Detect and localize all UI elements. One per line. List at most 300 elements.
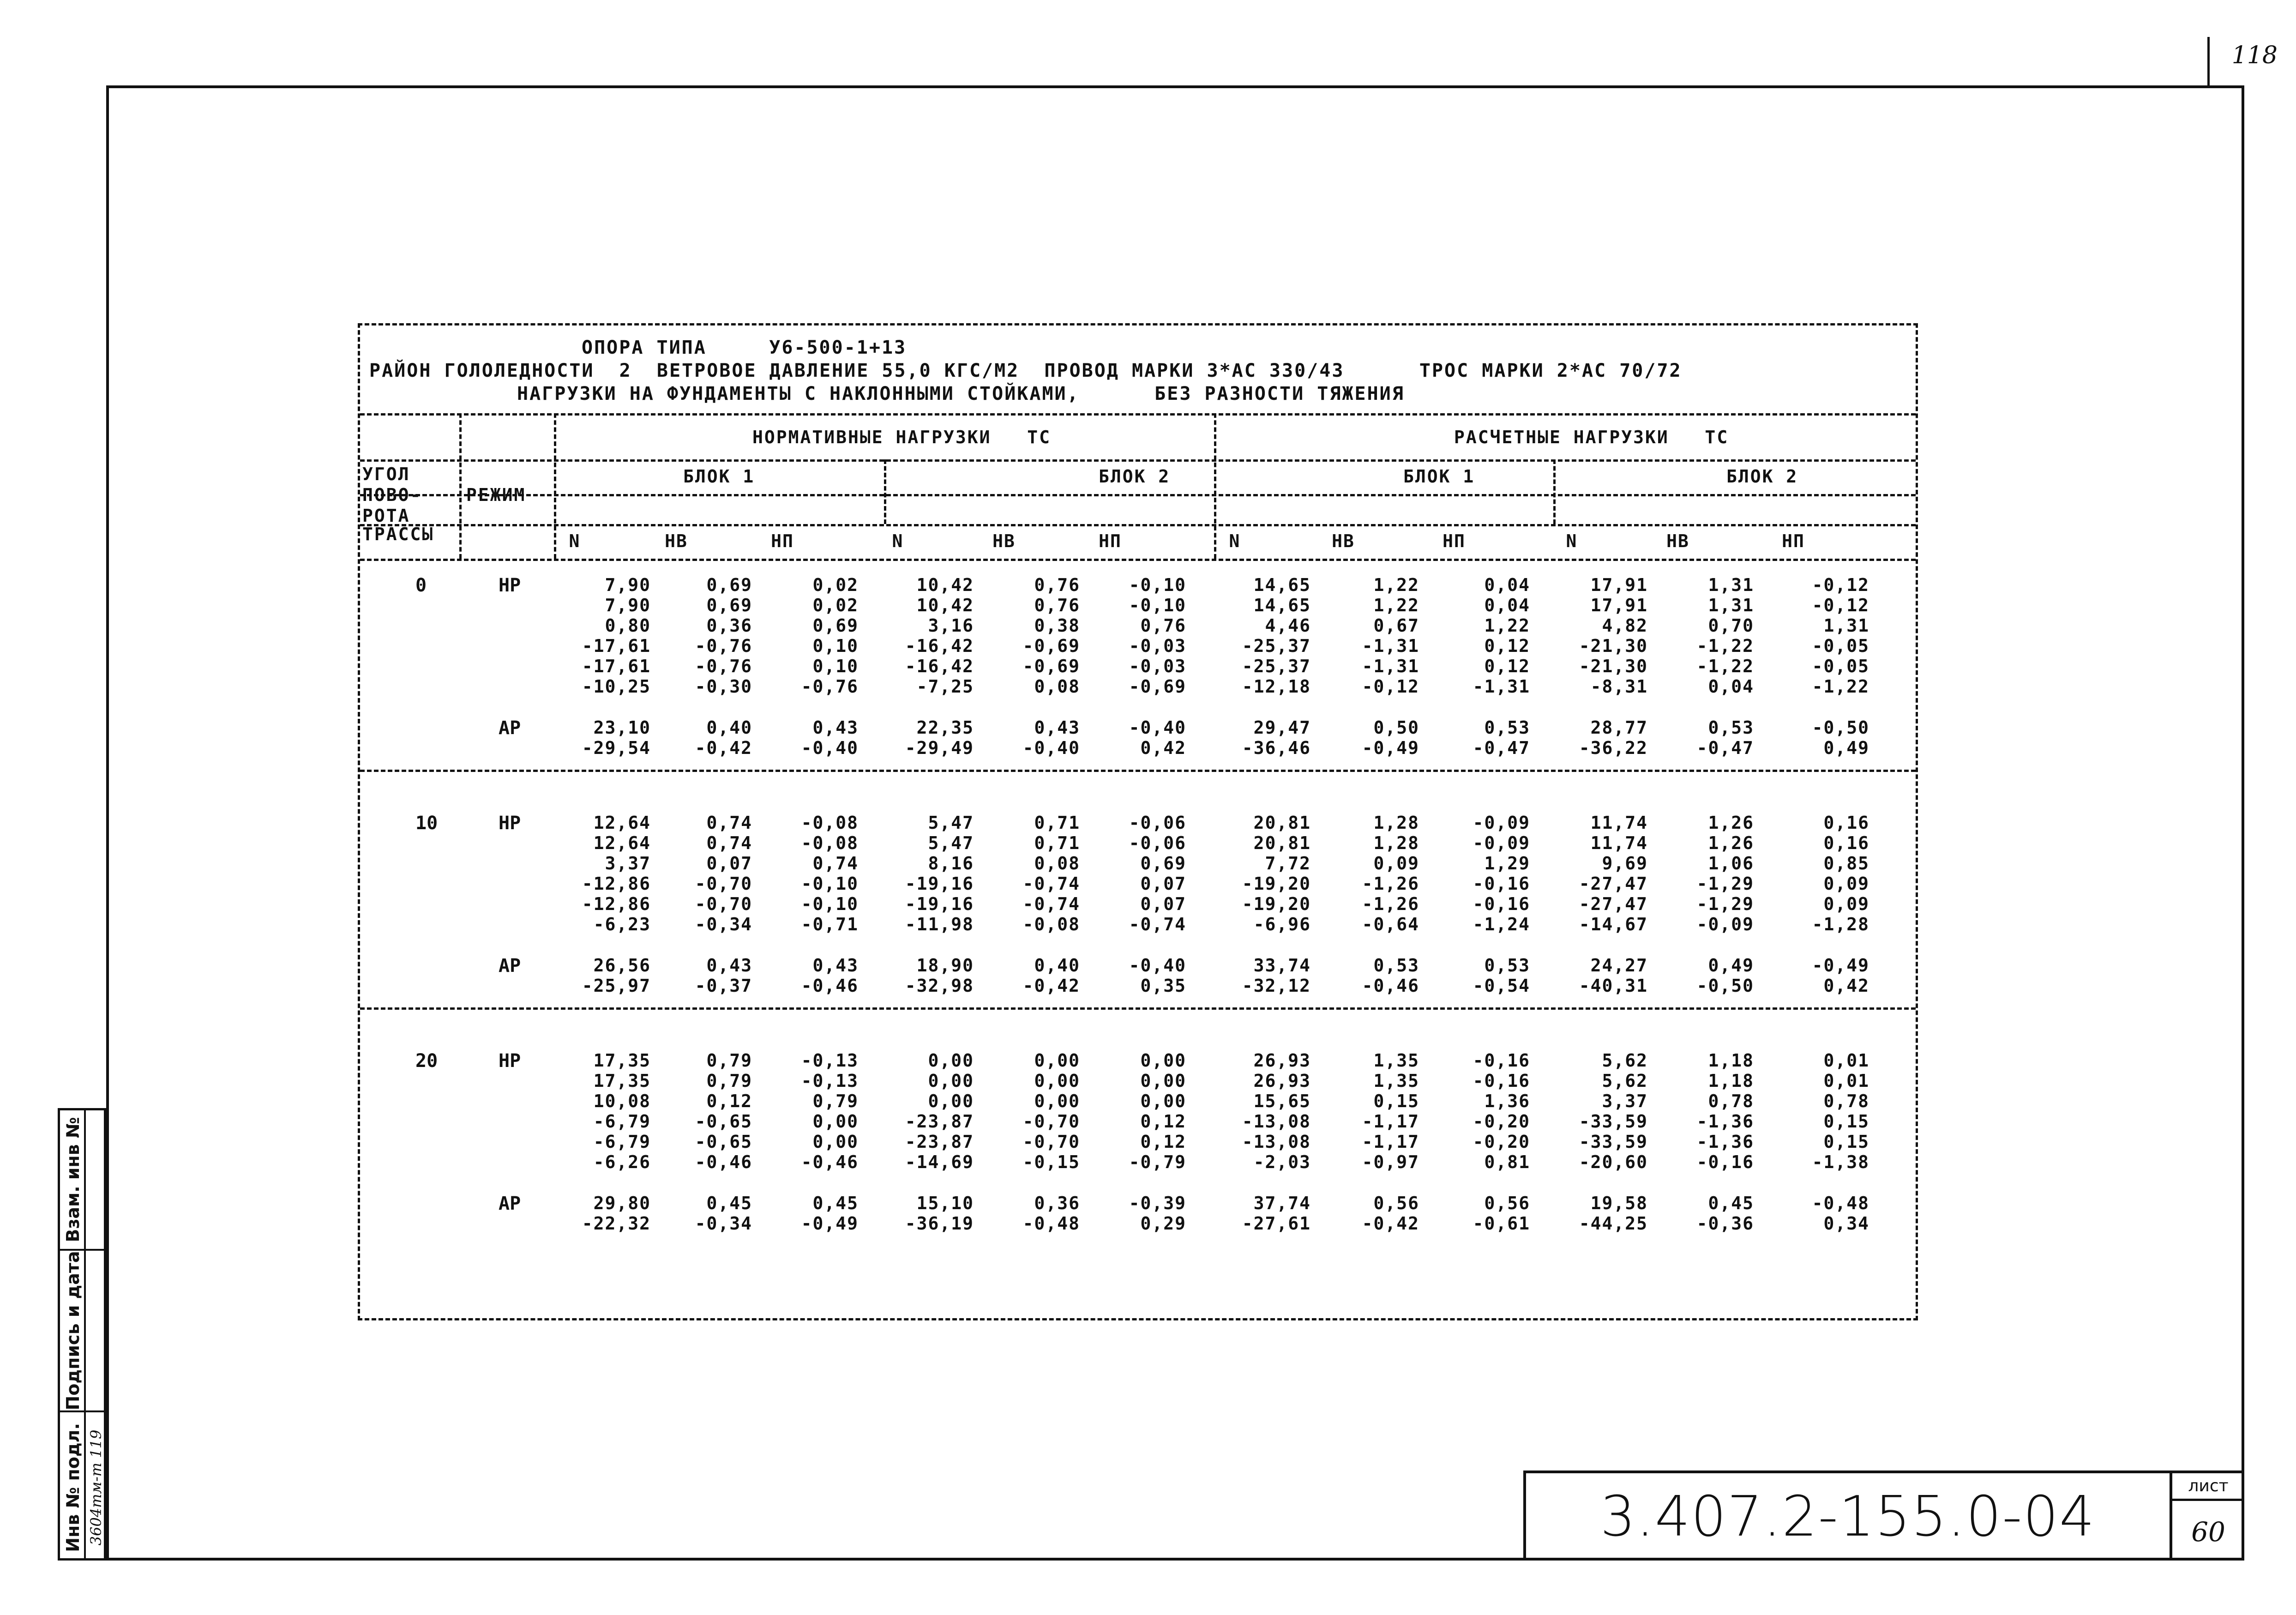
table-cell: 0,74: [706, 833, 752, 853]
table-cell: -0,10: [801, 874, 859, 894]
table-cell: -0,47: [1696, 738, 1754, 758]
table-cell: 0,71: [1034, 813, 1080, 833]
table-cell: -0,06: [1129, 813, 1186, 833]
table-cell: 0,04: [1484, 575, 1530, 595]
table-cell: -0,16: [1473, 1050, 1530, 1071]
sub-header-cell: N: [569, 531, 581, 551]
col-sep: [884, 459, 886, 524]
table-cell: -12,86: [582, 874, 651, 894]
table-cell: 12,64: [593, 813, 651, 833]
table-cell: -25,97: [582, 976, 651, 996]
table-cell: 17,91: [1590, 575, 1648, 595]
table-cell: 1,18: [1708, 1050, 1754, 1071]
col-norm-block2: БЛОК 2: [1099, 466, 1171, 487]
table-cell: -0,79: [1129, 1152, 1186, 1172]
table-cell: -0,76: [695, 636, 752, 656]
table-cell: -2,03: [1253, 1152, 1311, 1172]
table-cell: 1,22: [1373, 595, 1419, 615]
table-cell: -29,54: [582, 738, 651, 758]
document-code: 3.407.2-155.0-04: [1523, 1470, 2170, 1561]
group-separator: [360, 1007, 1916, 1010]
table-cell: 0,15: [1373, 1091, 1419, 1111]
table-cell: 22,35: [916, 717, 974, 738]
table-cell: -44,25: [1579, 1213, 1648, 1234]
col-normative: НОРМАТИВНЫЕ НАГРУЗКИ ТС: [752, 427, 1051, 447]
table-cell: -1,28: [1812, 914, 1869, 934]
table-cell: -12,86: [582, 894, 651, 914]
table-cell: 19,58: [1590, 1193, 1648, 1213]
col-norm-block1: БЛОК 1: [683, 466, 755, 487]
table-cell: 0,08: [1034, 853, 1080, 874]
table-cell: -0,12: [1812, 595, 1869, 615]
table-cell: 0,76: [1034, 575, 1080, 595]
mode-np-label: НР: [499, 813, 521, 834]
table-cell: -0,47: [1473, 738, 1530, 758]
table-cell: 0,69: [812, 615, 859, 636]
table-cell: -1,24: [1473, 914, 1530, 934]
table-cell: 1,31: [1823, 615, 1869, 636]
loads-table: [358, 323, 1918, 1320]
table-cell: -29,49: [905, 738, 974, 758]
table-cell: -19,20: [1242, 894, 1311, 914]
table-cell: 14,65: [1253, 595, 1311, 615]
table-cell: 0,00: [928, 1071, 974, 1091]
table-cell: -1,31: [1473, 676, 1530, 697]
rule: [360, 459, 1916, 462]
table-cell: 0,00: [928, 1091, 974, 1111]
table-cell: 0,69: [706, 595, 752, 615]
table-cell: -0,42: [1022, 976, 1080, 996]
table-cell: -0,16: [1473, 1071, 1530, 1091]
side-col2-label: Подпись и дата: [63, 1251, 83, 1410]
col-calc-block1: БЛОК 1: [1403, 466, 1475, 487]
table-cell: 0,09: [1823, 894, 1869, 914]
table-cell: -0,65: [695, 1111, 752, 1132]
table-cell: 5,62: [1602, 1050, 1648, 1071]
table-cell: -0,39: [1129, 1193, 1186, 1213]
table-cell: -1,22: [1696, 656, 1754, 676]
table-cell: 0,08: [1034, 676, 1080, 697]
table-cell: -1,31: [1362, 656, 1419, 676]
table-cell: 26,56: [593, 955, 651, 976]
table-cell: 0,07: [1140, 874, 1186, 894]
table-cell: 0,12: [706, 1091, 752, 1111]
table-cell: 0,49: [1708, 955, 1754, 976]
angle-value: 10: [415, 813, 438, 834]
table-cell: 0,76: [1034, 595, 1080, 615]
table-cell: -0,16: [1696, 1152, 1754, 1172]
table-cell: -0,40: [1129, 955, 1186, 976]
table-cell: -0,54: [1473, 976, 1530, 996]
side-cell-1: [60, 1110, 104, 1249]
group-separator: [360, 770, 1916, 772]
table-cell: -10,25: [582, 676, 651, 697]
table-cell: -1,26: [1362, 874, 1419, 894]
table-cell: -0,40: [1129, 717, 1186, 738]
table-cell: -0,69: [1129, 676, 1186, 697]
table-cell: -19,16: [905, 874, 974, 894]
col-angle-2: ПОВО-: [362, 485, 422, 505]
table-cell: 11,74: [1590, 813, 1648, 833]
col-angle-1: УГОЛ: [362, 464, 410, 484]
table-cell: 0,01: [1823, 1050, 1869, 1071]
table-cell: -25,37: [1242, 656, 1311, 676]
table-cell: 0,00: [1140, 1091, 1186, 1111]
table-cell: 0,35: [1140, 976, 1186, 996]
table-cell: 0,71: [1034, 833, 1080, 853]
table-cell: -0,46: [801, 1152, 859, 1172]
sub-header-cell: N: [1229, 531, 1241, 551]
table-cell: -16,42: [905, 636, 974, 656]
table-cell: 1,18: [1708, 1071, 1754, 1091]
sub-header-cell: НП: [1099, 531, 1122, 551]
table-cell: -0,40: [801, 738, 859, 758]
table-cell: 3,16: [928, 615, 974, 636]
table-cell: 4,82: [1602, 615, 1648, 636]
table-cell: 10,08: [593, 1091, 651, 1111]
table-cell: 3,37: [605, 853, 651, 874]
table-cell: -14,69: [905, 1152, 974, 1172]
table-cell: -27,61: [1242, 1213, 1311, 1234]
table-cell: -0,50: [1696, 976, 1754, 996]
table-cell: -36,46: [1242, 738, 1311, 758]
table-cell: 0,45: [812, 1193, 859, 1213]
table-cell: -40,31: [1579, 976, 1648, 996]
table-cell: -0,74: [1022, 894, 1080, 914]
sub-header-cell: НВ: [665, 531, 688, 551]
table-cell: 0,12: [1484, 656, 1530, 676]
table-cell: -1,22: [1812, 676, 1869, 697]
table-cell: -0,34: [695, 914, 752, 934]
table-cell: 7,72: [1265, 853, 1311, 874]
table-cell: 0,00: [1140, 1071, 1186, 1091]
table-cell: -0,09: [1696, 914, 1754, 934]
table-cell: 0,43: [1034, 717, 1080, 738]
table-cell: -0,48: [1812, 1193, 1869, 1213]
sheet-number: 60: [2191, 1516, 2225, 1548]
table-cell: -0,46: [1362, 976, 1419, 996]
table-cell: 0,74: [706, 813, 752, 833]
table-cell: 8,16: [928, 853, 974, 874]
table-cell: -12,18: [1242, 676, 1311, 697]
table-cell: 0,04: [1484, 595, 1530, 615]
table-cell: -1,36: [1696, 1132, 1754, 1152]
table-cell: -23,87: [905, 1111, 974, 1132]
table-cell: -6,79: [593, 1111, 651, 1132]
table-cell: 0,12: [1140, 1132, 1186, 1152]
sub-header-cell: НП: [1443, 531, 1466, 551]
table-cell: -33,59: [1579, 1111, 1648, 1132]
table-cell: 9,69: [1602, 853, 1648, 874]
table-cell: -22,32: [582, 1213, 651, 1234]
table-cell: 10,42: [916, 595, 974, 615]
table-cell: -20,60: [1579, 1152, 1648, 1172]
table-cell: 26,93: [1253, 1050, 1311, 1071]
table-cell: 10,42: [916, 575, 974, 595]
side-strip: [58, 1108, 106, 1561]
table-cell: 0,00: [812, 1111, 859, 1132]
table-cell: 5,62: [1602, 1071, 1648, 1091]
table-cell: 17,35: [593, 1050, 651, 1071]
table-cell: 24,27: [1590, 955, 1648, 976]
table-cell: 0,12: [1140, 1111, 1186, 1132]
table-cell: 0,85: [1823, 853, 1869, 874]
table-cell: -0,36: [1696, 1213, 1754, 1234]
table-cell: 0,42: [1140, 738, 1186, 758]
table-cell: -0,70: [1022, 1111, 1080, 1132]
table-cell: 0,79: [706, 1071, 752, 1091]
table-cell: -0,13: [801, 1050, 859, 1071]
table-cell: 0,42: [1823, 976, 1869, 996]
table-cell: 0,79: [706, 1050, 752, 1071]
table-cell: -0,20: [1473, 1111, 1530, 1132]
table-cell: -1,22: [1696, 636, 1754, 656]
table-cell: 0,45: [706, 1193, 752, 1213]
side-cell-3: [60, 1410, 104, 1563]
table-cell: -0,46: [801, 976, 859, 996]
table-cell: 0,36: [706, 615, 752, 636]
table-cell: 1,26: [1708, 813, 1754, 833]
side-handwritten: 3604тм-т 119: [87, 1429, 105, 1546]
table-cell: -6,23: [593, 914, 651, 934]
table-cell: -6,96: [1253, 914, 1311, 934]
table-cell: -36,19: [905, 1213, 974, 1234]
table-cell: -0,40: [1022, 738, 1080, 758]
table-cell: 0,78: [1708, 1091, 1754, 1111]
header-line-3: НАГРУЗКИ НА ФУНДАМЕНТЫ С НАКЛОННЫМИ СТОЙКАМИ, БЕЗ РАЗНОСТИ ТЯЖЕНИЯ: [517, 383, 1405, 404]
table-cell: 0,15: [1823, 1111, 1869, 1132]
table-cell: 5,47: [928, 833, 974, 853]
table-cell: -0,08: [1022, 914, 1080, 934]
rule: [360, 413, 1916, 416]
table-cell: 7,90: [605, 575, 651, 595]
table-cell: -13,08: [1242, 1132, 1311, 1152]
table-cell: -1,26: [1362, 894, 1419, 914]
table-cell: 0,56: [1373, 1193, 1419, 1213]
rule: [360, 559, 1916, 561]
sheet-label: лист: [2172, 1473, 2244, 1501]
table-cell: 0,78: [1823, 1091, 1869, 1111]
table-cell: -0,49: [801, 1213, 859, 1234]
table-cell: -0,03: [1129, 656, 1186, 676]
table-cell: 0,00: [1034, 1050, 1080, 1071]
table-cell: 0,43: [812, 955, 859, 976]
table-cell: 0,38: [1034, 615, 1080, 636]
table-cell: -1,29: [1696, 894, 1754, 914]
table-cell: -23,87: [905, 1132, 974, 1152]
col-sep: [1553, 459, 1556, 524]
col-mode: РЕЖИМ: [466, 485, 526, 505]
table-cell: -0,48: [1022, 1213, 1080, 1234]
table-cell: -27,47: [1579, 874, 1648, 894]
side-cell-2: [60, 1249, 104, 1410]
table-cell: -0,70: [695, 894, 752, 914]
table-cell: 0,70: [1708, 615, 1754, 636]
table-cell: 18,90: [916, 955, 974, 976]
table-cell: 4,46: [1265, 615, 1311, 636]
table-cell: -0,70: [1022, 1132, 1080, 1152]
table-cell: 7,90: [605, 595, 651, 615]
table-cell: -21,30: [1579, 636, 1648, 656]
corner-line: [2207, 37, 2210, 88]
table-cell: 0,74: [812, 853, 859, 874]
table-cell: 0,09: [1373, 853, 1419, 874]
table-cell: 1,31: [1708, 595, 1754, 615]
table-cell: 0,15: [1823, 1132, 1869, 1152]
table-cell: -0,10: [1129, 575, 1186, 595]
table-cell: -0,65: [695, 1132, 752, 1152]
col-angle-3: РОТА: [362, 506, 410, 526]
header-line-1: ОПОРА ТИПА У6-500-1+13: [582, 337, 907, 358]
table-cell: -0,64: [1362, 914, 1419, 934]
table-cell: -0,50: [1812, 717, 1869, 738]
table-cell: -6,26: [593, 1152, 651, 1172]
table-cell: -0,97: [1362, 1152, 1419, 1172]
mode-np-label: НР: [499, 575, 521, 596]
table-cell: 33,74: [1253, 955, 1311, 976]
table-cell: 0,07: [706, 853, 752, 874]
table-cell: 12,64: [593, 833, 651, 853]
rule: [360, 524, 1916, 526]
table-cell: -0,12: [1812, 575, 1869, 595]
table-cell: 0,02: [812, 595, 859, 615]
sub-header-cell: НВ: [992, 531, 1016, 551]
table-cell: 0,00: [928, 1050, 974, 1071]
table-cell: 15,65: [1253, 1091, 1311, 1111]
table-cell: 0,16: [1823, 813, 1869, 833]
table-cell: 1,22: [1373, 575, 1419, 595]
table-cell: 0,04: [1708, 676, 1754, 697]
table-cell: 0,09: [1823, 874, 1869, 894]
table-cell: 0,07: [1140, 894, 1186, 914]
sub-header-cell: НП: [1782, 531, 1805, 551]
sub-header-cell: N: [1566, 531, 1578, 551]
table-cell: 17,91: [1590, 595, 1648, 615]
table-cell: 1,35: [1373, 1071, 1419, 1091]
table-cell: -0,61: [1473, 1213, 1530, 1234]
table-cell: -0,16: [1473, 894, 1530, 914]
col-calc-block2: БЛОК 2: [1726, 466, 1798, 487]
table-cell: -8,31: [1590, 676, 1648, 697]
table-cell: 37,74: [1253, 1193, 1311, 1213]
table-cell: 0,53: [1484, 717, 1530, 738]
table-cell: -25,37: [1242, 636, 1311, 656]
table-cell: 0,45: [1708, 1193, 1754, 1213]
table-cell: 1,36: [1484, 1091, 1530, 1111]
table-cell: 0,40: [706, 717, 752, 738]
table-cell: -16,42: [905, 656, 974, 676]
table-cell: 0,76: [1140, 615, 1186, 636]
table-cell: -1,36: [1696, 1111, 1754, 1132]
table-cell: -0,42: [1362, 1213, 1419, 1234]
table-cell: -0,06: [1129, 833, 1186, 853]
table-cell: 0,36: [1034, 1193, 1080, 1213]
table-cell: 23,10: [593, 717, 651, 738]
table-cell: -0,15: [1022, 1152, 1080, 1172]
table-cell: -0,10: [801, 894, 859, 914]
table-cell: 1,28: [1373, 813, 1419, 833]
table-cell: 0,16: [1823, 833, 1869, 853]
table-cell: -0,09: [1473, 833, 1530, 853]
table-cell: 0,43: [706, 955, 752, 976]
table-cell: 0,00: [1140, 1050, 1186, 1071]
rule: [360, 494, 1916, 496]
sub-header-cell: НВ: [1332, 531, 1355, 551]
angle-value: 0: [415, 575, 427, 596]
table-cell: 1,31: [1708, 575, 1754, 595]
table-cell: 20,81: [1253, 833, 1311, 853]
table-cell: 1,22: [1484, 615, 1530, 636]
table-cell: -0,76: [695, 656, 752, 676]
table-cell: -1,31: [1362, 636, 1419, 656]
table-cell: 0,10: [812, 636, 859, 656]
table-cell: 0,00: [812, 1132, 859, 1152]
table-cell: 14,65: [1253, 575, 1311, 595]
table-cell: 0,79: [812, 1091, 859, 1111]
page-corner-number: 118: [2231, 42, 2278, 69]
table-cell: -0,08: [801, 813, 859, 833]
table-cell: -0,49: [1812, 955, 1869, 976]
table-cell: -0,69: [1022, 656, 1080, 676]
table-cell: 1,26: [1708, 833, 1754, 853]
table-cell: -27,47: [1579, 894, 1648, 914]
table-cell: -36,22: [1579, 738, 1648, 758]
table-cell: -0,49: [1362, 738, 1419, 758]
col-sep: [459, 413, 462, 559]
table-cell: -0,13: [801, 1071, 859, 1091]
table-cell: -0,71: [801, 914, 859, 934]
table-cell: -1,17: [1362, 1132, 1419, 1152]
table-cell: 28,77: [1590, 717, 1648, 738]
table-cell: -0,42: [695, 738, 752, 758]
table-cell: 0,56: [1484, 1193, 1530, 1213]
table-cell: 0,43: [812, 717, 859, 738]
table-cell: 0,00: [1034, 1091, 1080, 1111]
table-cell: 1,29: [1484, 853, 1530, 874]
col-calculated: РАСЧЕТНЫЕ НАГРУЗКИ ТС: [1454, 427, 1729, 447]
table-cell: 0,53: [1373, 955, 1419, 976]
table-cell: -17,61: [582, 656, 651, 676]
table-cell: -32,98: [905, 976, 974, 996]
table-cell: -0,12: [1362, 676, 1419, 697]
table-cell: -0,74: [1022, 874, 1080, 894]
table-cell: 0,80: [605, 615, 651, 636]
table-cell: -1,29: [1696, 874, 1754, 894]
table-cell: 0,40: [1034, 955, 1080, 976]
table-cell: 1,35: [1373, 1050, 1419, 1071]
table-cell: -0,03: [1129, 636, 1186, 656]
sub-header-cell: N: [892, 531, 904, 551]
sheet-box: [2170, 1470, 2244, 1561]
table-cell: -0,70: [695, 874, 752, 894]
table-cell: 29,47: [1253, 717, 1311, 738]
table-cell: 26,93: [1253, 1071, 1311, 1091]
table-cell: -0,74: [1129, 914, 1186, 934]
table-cell: 17,35: [593, 1071, 651, 1091]
mode-ar-label: АР: [499, 717, 521, 739]
table-cell: 0,12: [1484, 636, 1530, 656]
table-cell: -11,98: [905, 914, 974, 934]
table-cell: -6,79: [593, 1132, 651, 1152]
table-cell: -0,16: [1473, 874, 1530, 894]
table-cell: -0,20: [1473, 1132, 1530, 1152]
table-cell: -32,12: [1242, 976, 1311, 996]
mode-ar-label: АР: [499, 955, 521, 976]
table-cell: -1,38: [1812, 1152, 1869, 1172]
table-cell: 1,28: [1373, 833, 1419, 853]
col-angle-4: ТРАССЫ: [362, 524, 434, 544]
table-cell: -33,59: [1579, 1132, 1648, 1152]
